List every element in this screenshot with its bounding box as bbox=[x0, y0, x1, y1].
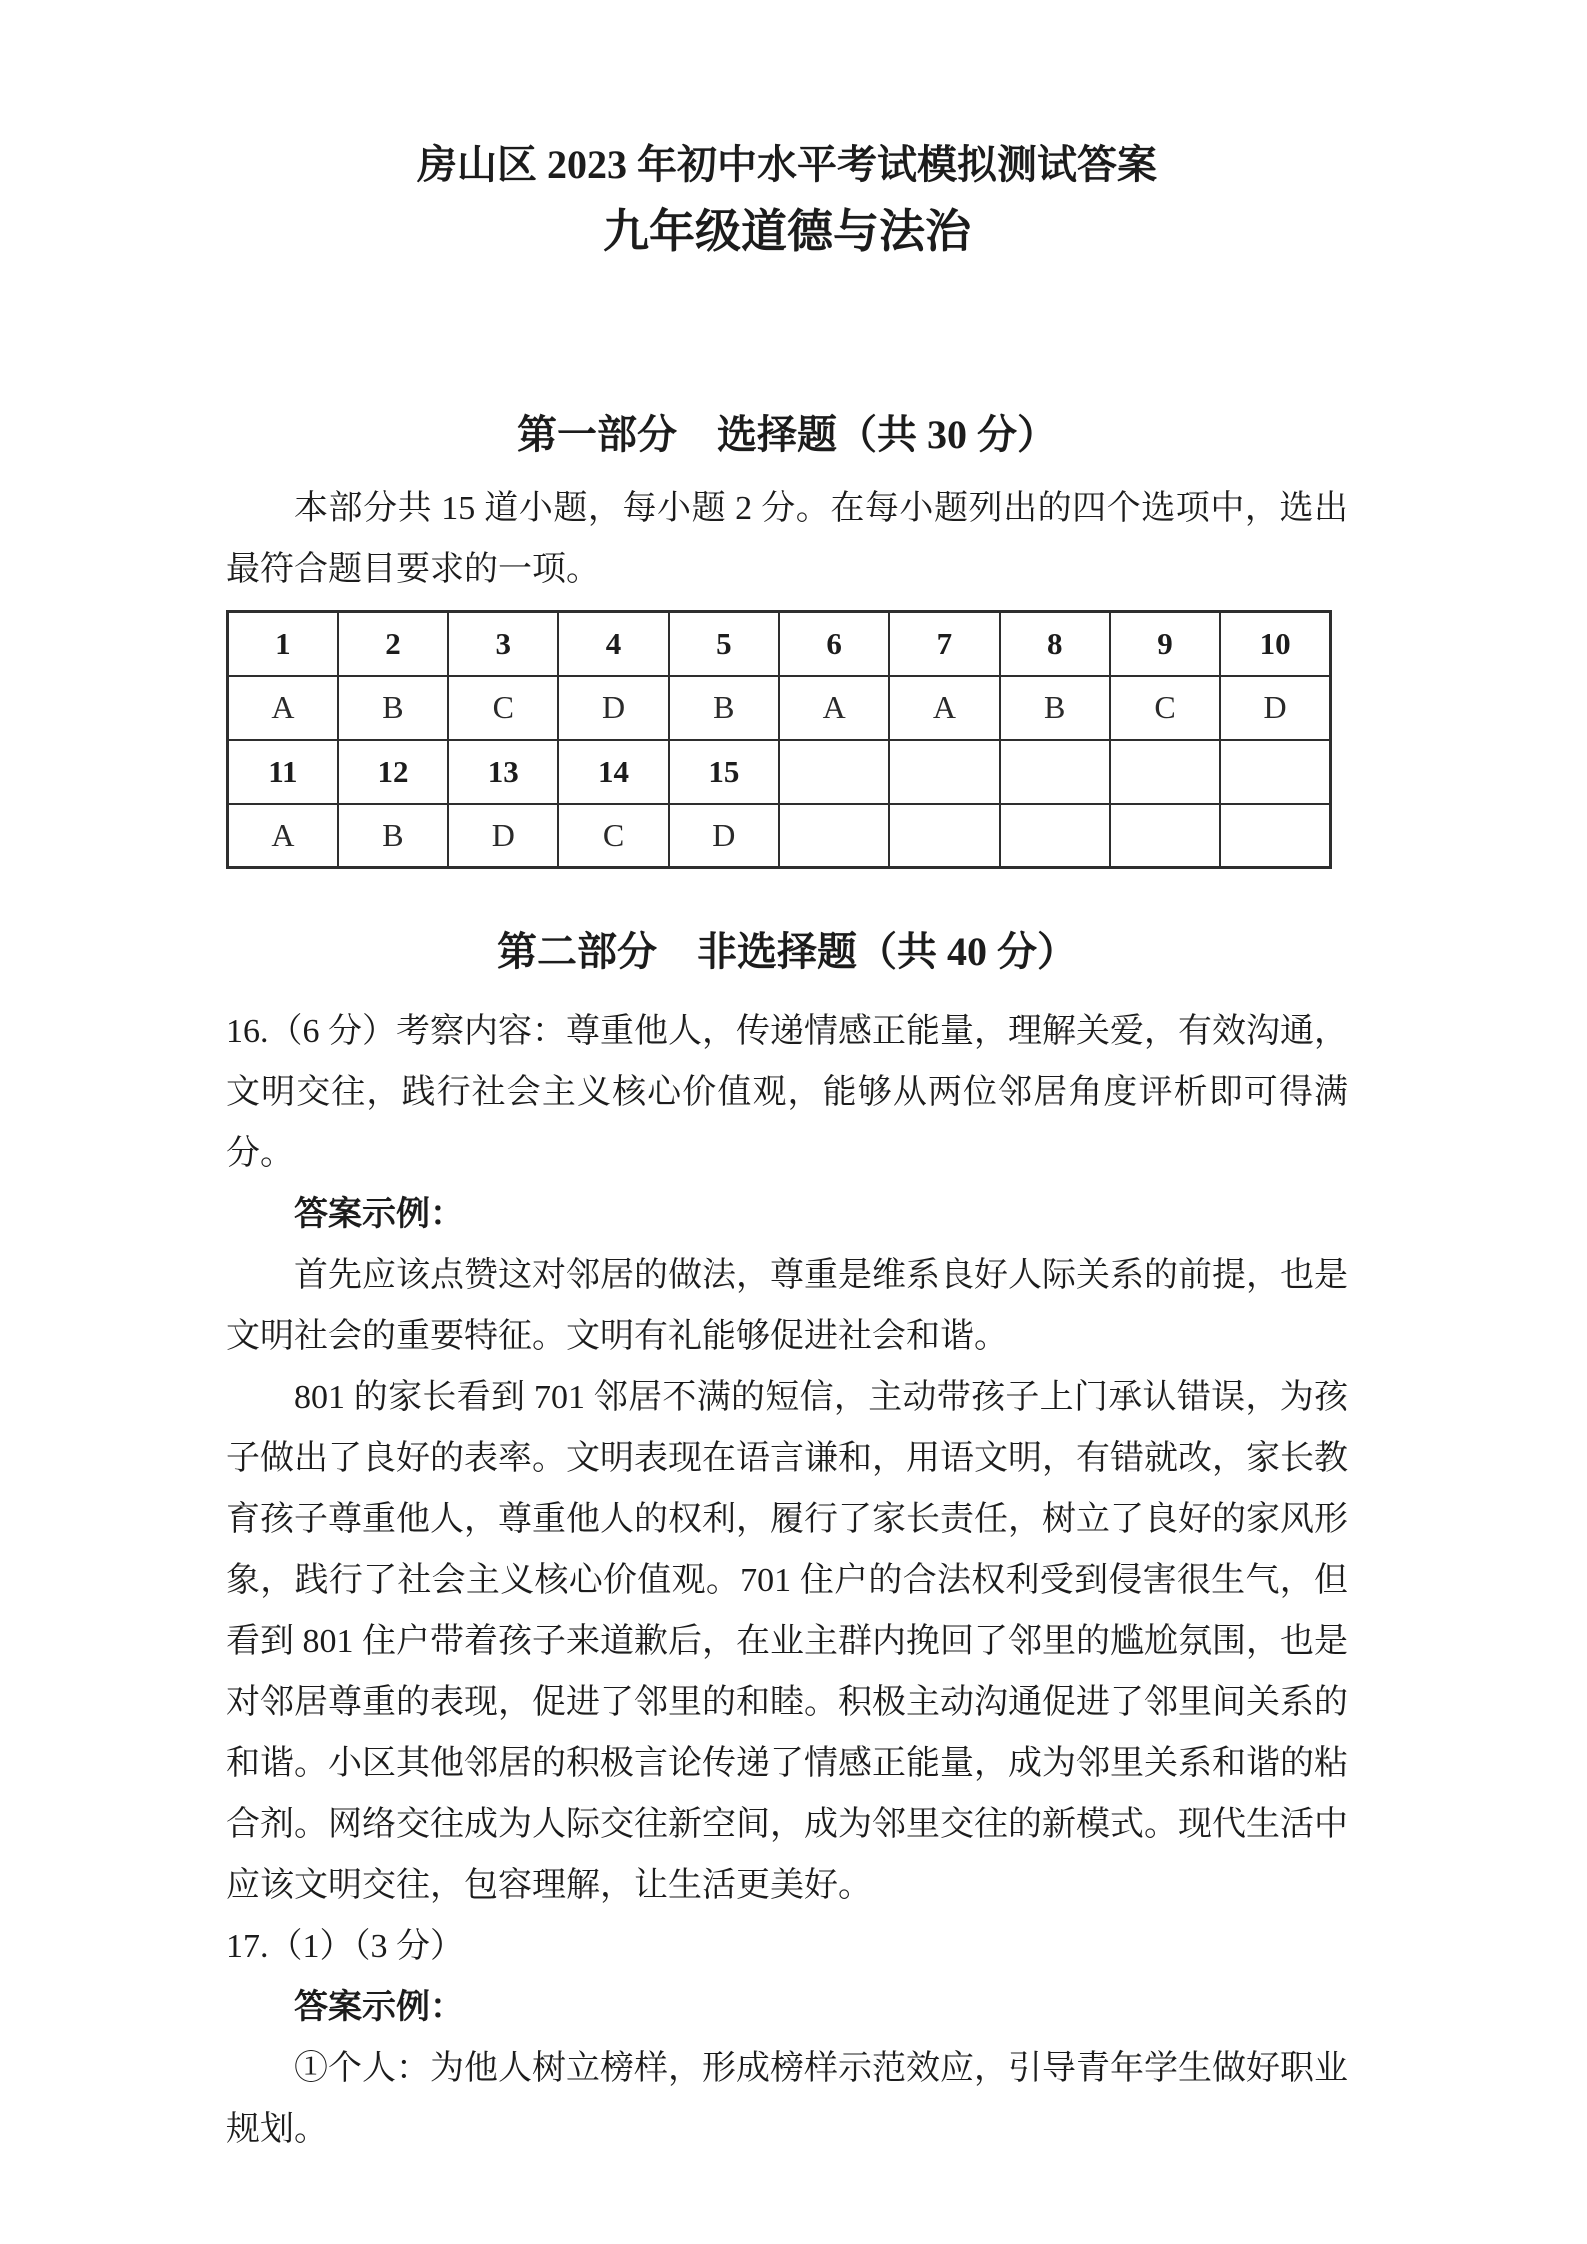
question-number-cell: 15 bbox=[669, 740, 779, 804]
part2-heading: 第二部分 非选择题（共 40 分） bbox=[497, 929, 1077, 974]
answer-letter-cell: A bbox=[228, 804, 338, 868]
question-number-cell: 14 bbox=[558, 740, 668, 804]
question-number-cell bbox=[779, 740, 889, 804]
answer-letter-cell: B bbox=[1000, 676, 1110, 740]
answer-letter-cell bbox=[1110, 804, 1220, 868]
answer-letter-cell: C bbox=[448, 676, 558, 740]
question-number-cell: 6 bbox=[779, 612, 889, 676]
answer-letter-cell bbox=[889, 804, 999, 868]
answer-table-row bbox=[228, 676, 1331, 740]
answer-letter-cell: B bbox=[669, 676, 779, 740]
part1-intro: 本部分共 15 道小题，每小题 2 分。在每小题列出的四个选项中，选出最符合题目要求的一项。 bbox=[226, 490, 1348, 588]
question-number-cell: 3 bbox=[448, 612, 558, 676]
answer-table-body bbox=[228, 612, 1331, 868]
answer-letter-cell: D bbox=[558, 676, 668, 740]
answer-letter-cell bbox=[779, 804, 889, 868]
answer-letter-cell: C bbox=[1110, 676, 1220, 740]
answer-letter-cell: D bbox=[669, 804, 779, 868]
question-number-cell: 11 bbox=[228, 740, 338, 804]
question-number-cell: 13 bbox=[448, 740, 558, 804]
answer-letter-cell: B bbox=[338, 804, 448, 868]
part1-heading: 第一部分 选择题（共 30 分） bbox=[517, 412, 1057, 457]
question-number-cell: 7 bbox=[889, 612, 999, 676]
content-area bbox=[226, 0, 1348, 2160]
answer-table-row bbox=[228, 740, 1331, 804]
answer-letter-cell: B bbox=[338, 676, 448, 740]
answer-table bbox=[226, 610, 1332, 869]
question-number-cell: 1 bbox=[228, 612, 338, 676]
answer-table-row bbox=[228, 804, 1331, 868]
answer-letter-cell: D bbox=[448, 804, 558, 868]
q17-answer-example-label: 答案示例： bbox=[294, 1989, 464, 2026]
question-number-cell: 5 bbox=[669, 612, 779, 676]
question-number-cell bbox=[1220, 740, 1330, 804]
q16-para2: 801 的家长看到 701 邻居不满的短信，主动带孩子上门承认错误，为孩子做出了良好的表率。文明表现在语言谦和，用语文明，有错就改，家长教育孩子尊重他人，尊重他人的权利，履行了家长责任，树立了良好的家风形象，践行了社会主义核心价值观。701 住户的合法权利受到侵害很生气，但看到 801 住户带着孩子来道歉后，在业主群内挽回了邻里的尴尬氛围，也是对邻居尊重的表现，促进了邻里的和睦。积极主动沟通促进了邻里间关系的和谐。小区其他邻居的积极言论传递了情感正能量，成为邻里关系和谐的粘合剂。网络交往成为人际交往新空间，成为邻里交往的新模式。现代生活中应该文明交往，包容理解，让生活更美好。 bbox=[226, 1379, 1348, 1904]
question-number-cell bbox=[889, 740, 999, 804]
document-subtitle: 九年级道德与法治 bbox=[603, 206, 971, 257]
q16-lead: 16.（6 分）考察内容：尊重他人，传递情感正能量，理解关爱，有效沟通，文明交往，践行社会主义核心价值观，能够从两位邻居角度评析即可得满分。 bbox=[226, 1013, 1348, 1172]
answer-table-row bbox=[228, 612, 1331, 676]
question-number-cell: 8 bbox=[1000, 612, 1110, 676]
question-number-cell: 2 bbox=[338, 612, 448, 676]
q17-point1: ①个人：为他人树立榜样，形成榜样示范效应，引导青年学生做好职业规划。 bbox=[226, 2050, 1348, 2148]
answer-letter-cell: A bbox=[228, 676, 338, 740]
question-number-cell: 4 bbox=[558, 612, 668, 676]
question-number-cell: 12 bbox=[338, 740, 448, 804]
answer-letter-cell bbox=[1220, 804, 1330, 868]
answer-letter-cell bbox=[1000, 804, 1110, 868]
question-number-cell: 10 bbox=[1220, 612, 1330, 676]
q17-lead: 17.（1）（3 分） bbox=[226, 1928, 464, 1965]
answer-letter-cell: A bbox=[889, 676, 999, 740]
answer-letter-cell: D bbox=[1220, 676, 1330, 740]
answer-letter-cell: A bbox=[779, 676, 889, 740]
document-title: 房山区 2023 年初中水平考试模拟测试答案 bbox=[417, 142, 1157, 187]
q16-para1: 首先应该点赞这对邻居的做法，尊重是维系良好人际关系的前提，也是文明社会的重要特征。文明有礼能够促进社会和谐。 bbox=[226, 1257, 1348, 1355]
question-number-cell bbox=[1110, 740, 1220, 804]
question-number-cell bbox=[1000, 740, 1110, 804]
answer-letter-cell: C bbox=[558, 804, 668, 868]
question-number-cell: 9 bbox=[1110, 612, 1220, 676]
q16-answer-example-label: 答案示例： bbox=[294, 1196, 464, 1233]
